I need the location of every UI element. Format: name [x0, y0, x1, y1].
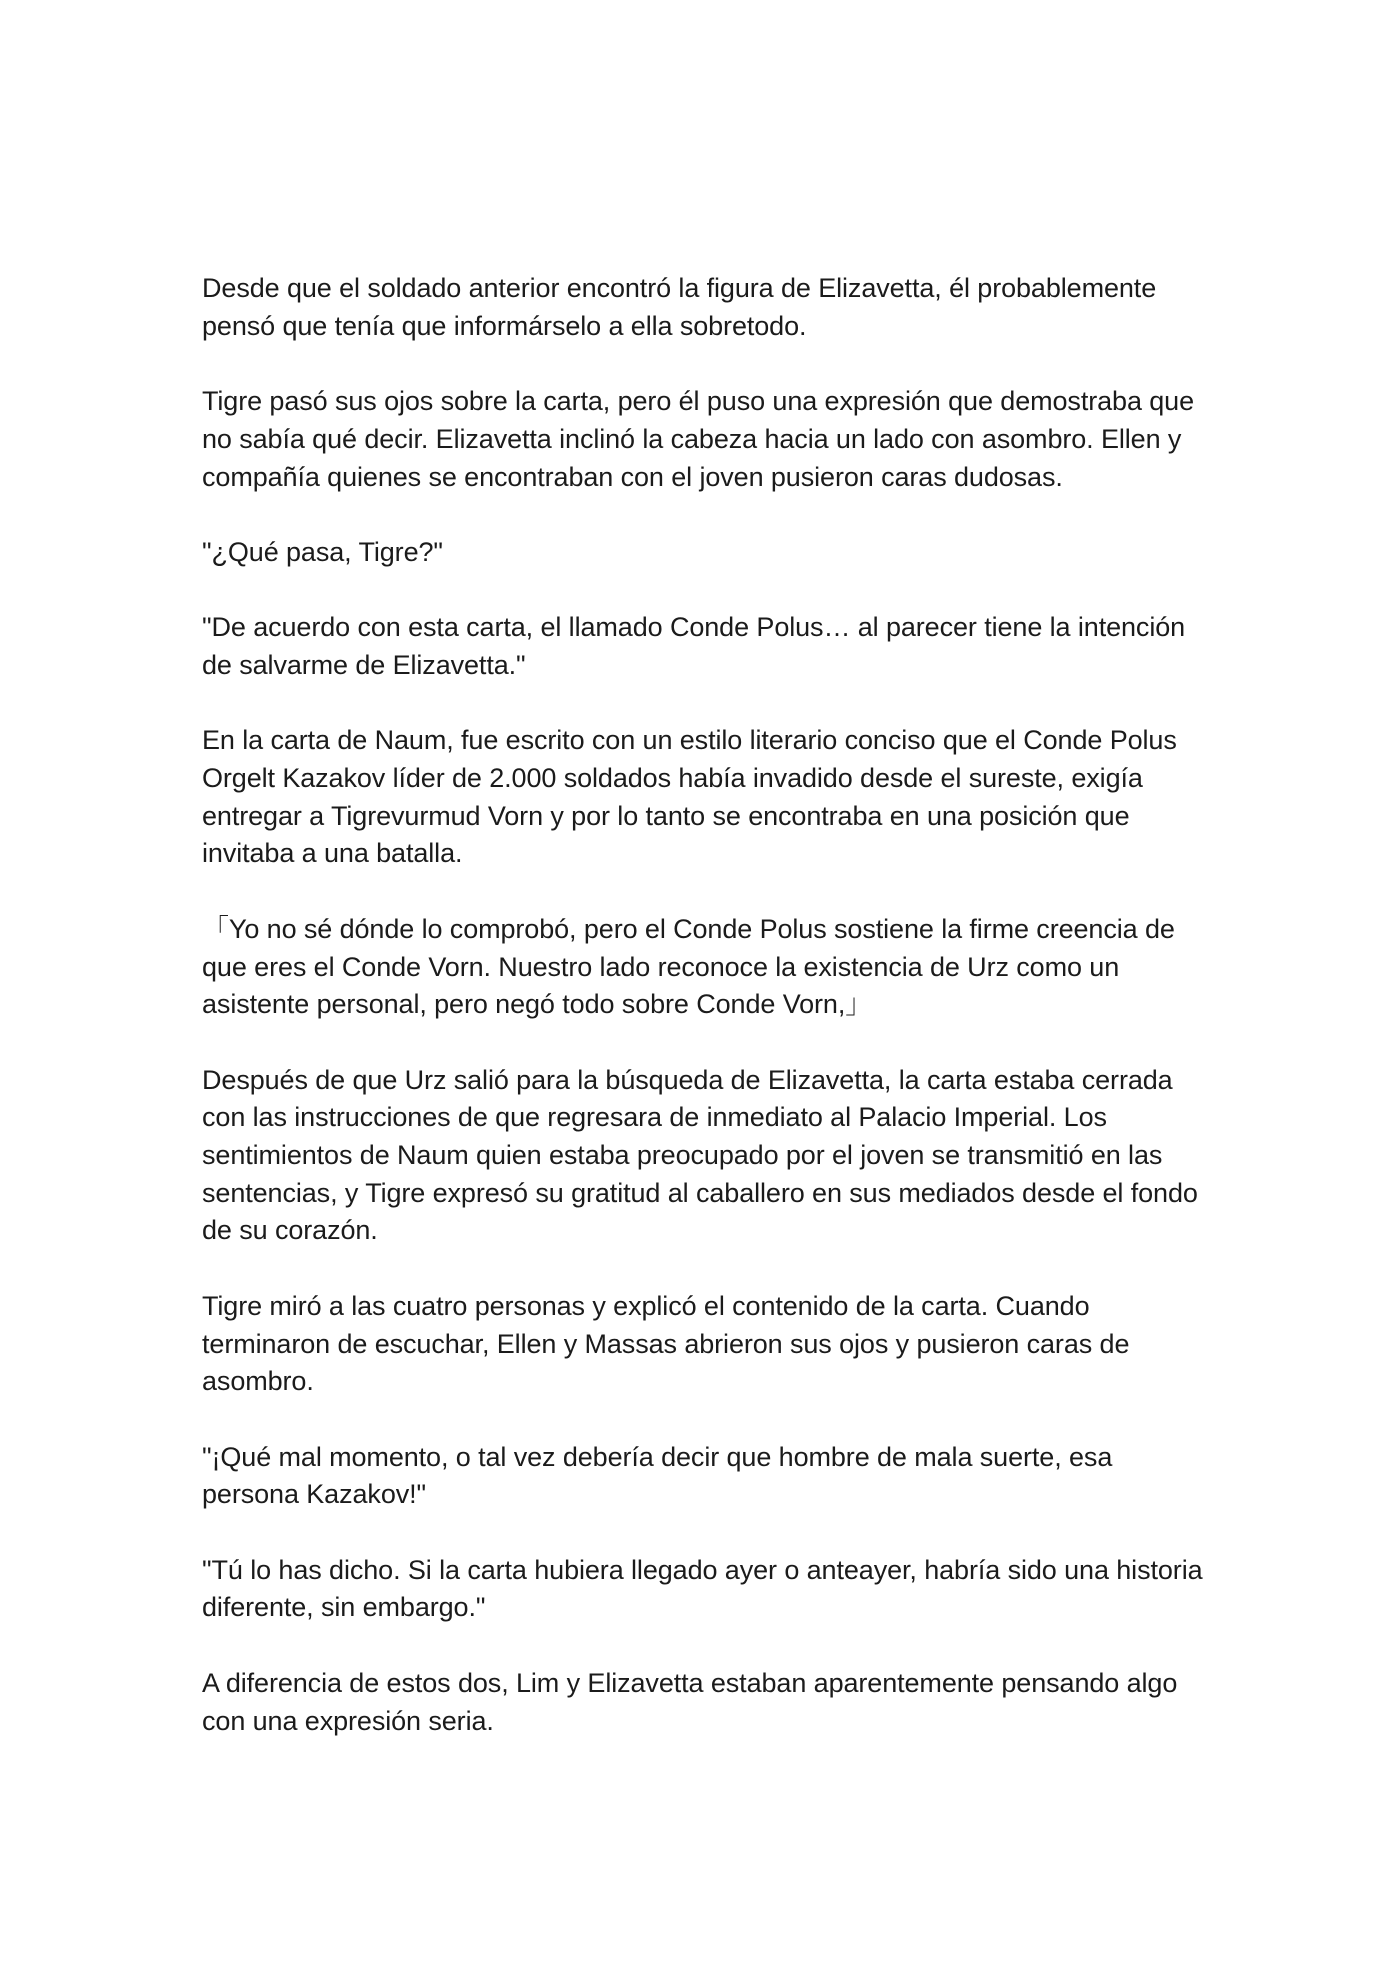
dialogue-line: "Tú lo has dicho. Si la carta hubiera llegado ayer o anteayer, habría sido una historia diferente, sin embargo." [202, 1554, 1203, 1623]
document-body [202, 270, 1212, 1740]
dialogue-line: "De acuerdo con esta carta, el llamado Conde Polus… al parecer tiene la intención de salvarme de Elizavetta." [202, 612, 1186, 680]
paragraph: Tigre miró a las cuatro personas y explicó el contenido de la carta. Cuando terminaron de escuchar, Ellen y Massas abrieron sus ojos y pusieron caras de asombro. [202, 1290, 1130, 1397]
dialogue-line: "¡Qué mal momento, o tal vez debería decir que hombre de mala suerte, esa persona Kazakov!" [202, 1441, 1113, 1510]
paragraph: Después de que Urz salió para la búsqueda de Elizavetta, la carta estaba cerrada con las instrucciones de que regresara de inmediato al Palacio Imperial. Los sentimientos de Naum quien estaba preocupado por el joven se transmitió en las sentencias, y Tigre expresó su gratitud al caballero en sus mediados desde el fondo de su corazón. [202, 1064, 1198, 1246]
dialogue-line: "¿Qué pasa, Tigre?" [202, 536, 443, 567]
quoted-letter: 「Yo no sé dónde lo comprobó, pero el Conde Polus sostiene la firme creencia de que eres el Conde Vorn. Nuestro lado reconoce la existencia de Urz como un asistente personal, pero negó todo sobre Conde Vorn,」 [202, 913, 1175, 1020]
paragraph: A diferencia de estos dos, Lim y Elizavetta estaban aparentemente pensando algo con una expresión seria. [202, 1667, 1178, 1736]
paragraph: Desde que el soldado anterior encontró la figura de Elizavetta, él probablemente pensó que tenía que informárselo a ella sobretodo. [202, 273, 1157, 341]
paragraph: Tigre pasó sus ojos sobre la carta, pero él puso una expresión que demostraba que no sabía qué decir. Elizavetta inclinó la cabeza hacia un lado con asombro. Ellen y compañía quienes se encontraban con el joven pusieron caras dudosas. [202, 386, 1195, 492]
paragraph: En la carta de Naum, fue escrito con un estilo literario conciso que el Conde Polus Orgelt Kazakov líder de 2.000 soldados había invadido desde el sureste, exigía entregar a Tigrevurmud Vorn y por lo tanto se encontraba en una posición que invitaba a una batalla. [202, 725, 1177, 869]
